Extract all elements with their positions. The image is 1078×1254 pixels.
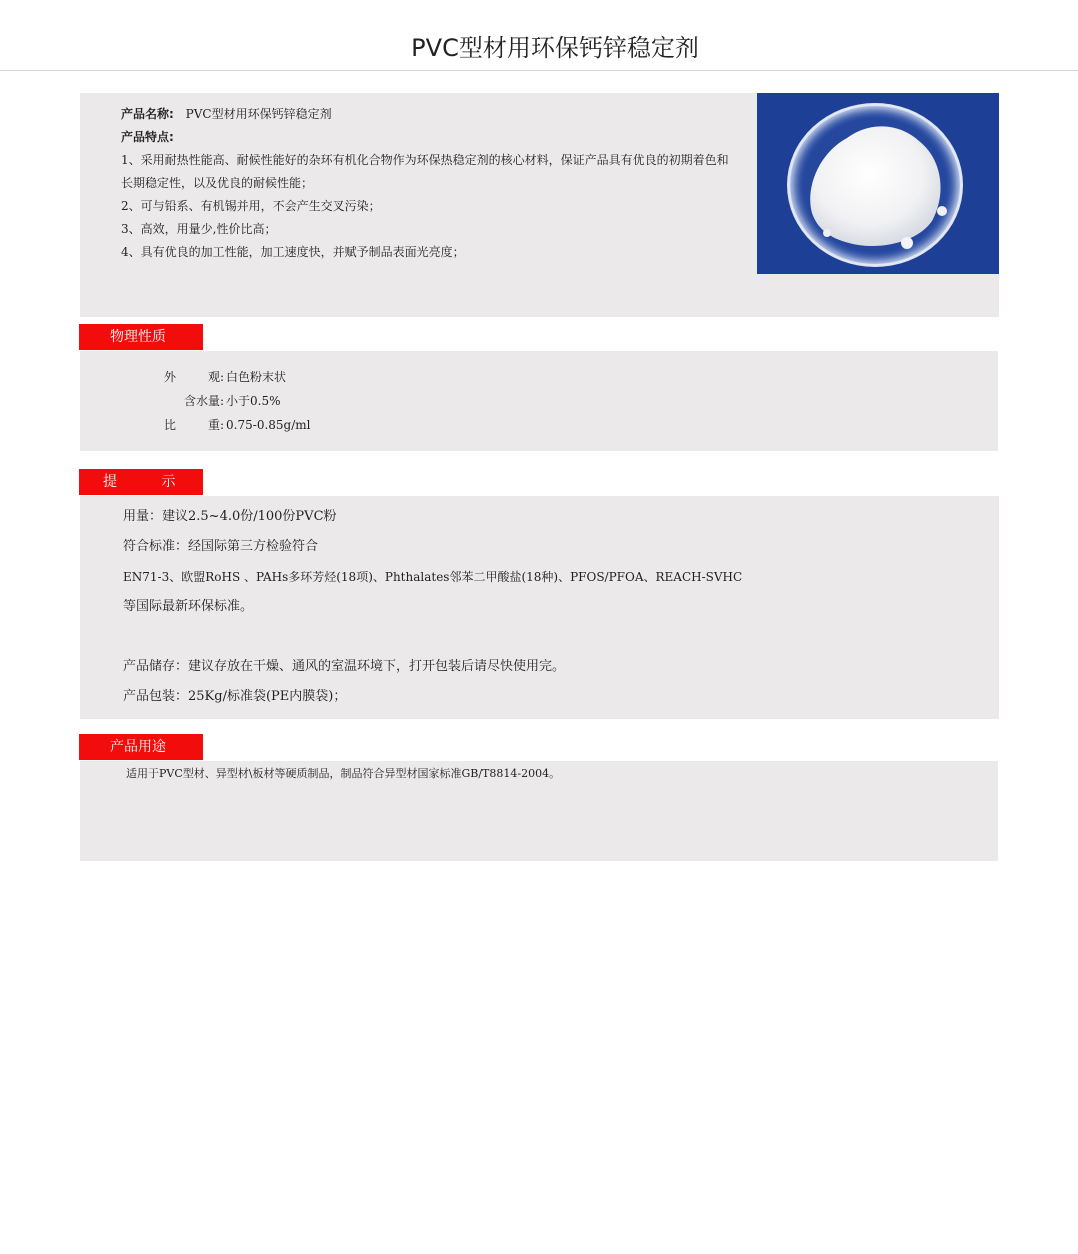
usage-text: 适用于PVC型材、异型材\板材等硬质制品，制品符合异型材国家标准GB/T8814-2004。: [126, 767, 561, 780]
property-value: 白色粉末状: [226, 370, 287, 384]
property-value: 0.75-0.85g/ml: [226, 418, 311, 432]
property-row: 外 观 : 白色粉末状: [164, 365, 310, 389]
product-intro-text: [121, 103, 741, 264]
hint-line: 用量：建议2.5~4.0份/100份PVC粉: [123, 509, 337, 524]
title-divider: [0, 70, 1078, 71]
hint-line: 等国际最新环保标准。: [123, 599, 254, 614]
product-photo: [757, 93, 999, 274]
section-label-physical: 物理性质: [79, 324, 203, 350]
usage-panel: [80, 761, 998, 861]
page-title: PVC型材用环保钙锌稳定剂: [411, 34, 699, 62]
product-name-value: PVC型材用环保钙锌稳定剂: [185, 107, 332, 121]
hint-line: EN71-3、欧盟RoHS 、PAHs多环芳烃(18项)、Phthalates邻苯二甲酸盐(18种)、PFOS/PFOA、REACH-SVHC: [123, 570, 743, 584]
feature-line: 长期稳定性，以及优良的耐候性能；: [121, 176, 314, 190]
feature-line: 1、采用耐热性能高、耐候性能好的杂环有机化合物作为环保热稳定剂的核心材料，保证产品具有优良的初期着色和: [121, 153, 729, 167]
hint-text: [123, 502, 983, 712]
physical-properties-table: [164, 365, 310, 437]
product-name-line: [121, 103, 741, 126]
hint-line: 产品储存：建议存放在干燥、通风的室温环境下，打开包装后请尽快使用完。: [123, 659, 566, 674]
feature-line: 4、具有优良的加工性能，加工速度快，并赋予制品表面光亮度；: [121, 245, 465, 259]
hint-line: 产品包装：25Kg/标准袋(PE内膜袋)；: [123, 689, 347, 704]
physical-properties-panel: [80, 351, 998, 451]
section-label-usage: 产品用途: [79, 734, 203, 760]
powder-dish-image: [757, 93, 999, 274]
feature-line: 3、高效，用量少,性价比高；: [121, 222, 277, 236]
product-name-label: 产品名称:: [121, 107, 174, 121]
property-key-density: 比 重: [164, 418, 220, 432]
property-row: 含水量 : 小于0.5%: [164, 389, 310, 413]
hint-line: 符合标准：经国际第三方检验符合: [123, 539, 319, 554]
feature-line: 2、可与铅系、有机锡并用，不会产生交叉污染；: [121, 199, 381, 213]
product-intro-panel: [80, 93, 999, 317]
section-label-hint: 提 示: [79, 469, 203, 495]
property-key-moisture: 含水量: [183, 394, 220, 408]
hint-spacer: [123, 622, 983, 652]
property-row: 比 重 : 0.75-0.85g/ml: [164, 413, 310, 437]
product-features-label: 产品特点:: [121, 130, 174, 144]
property-key-appearance: 外 观: [164, 370, 220, 384]
hint-panel: [80, 496, 999, 719]
property-value: 小于0.5%: [226, 394, 281, 408]
